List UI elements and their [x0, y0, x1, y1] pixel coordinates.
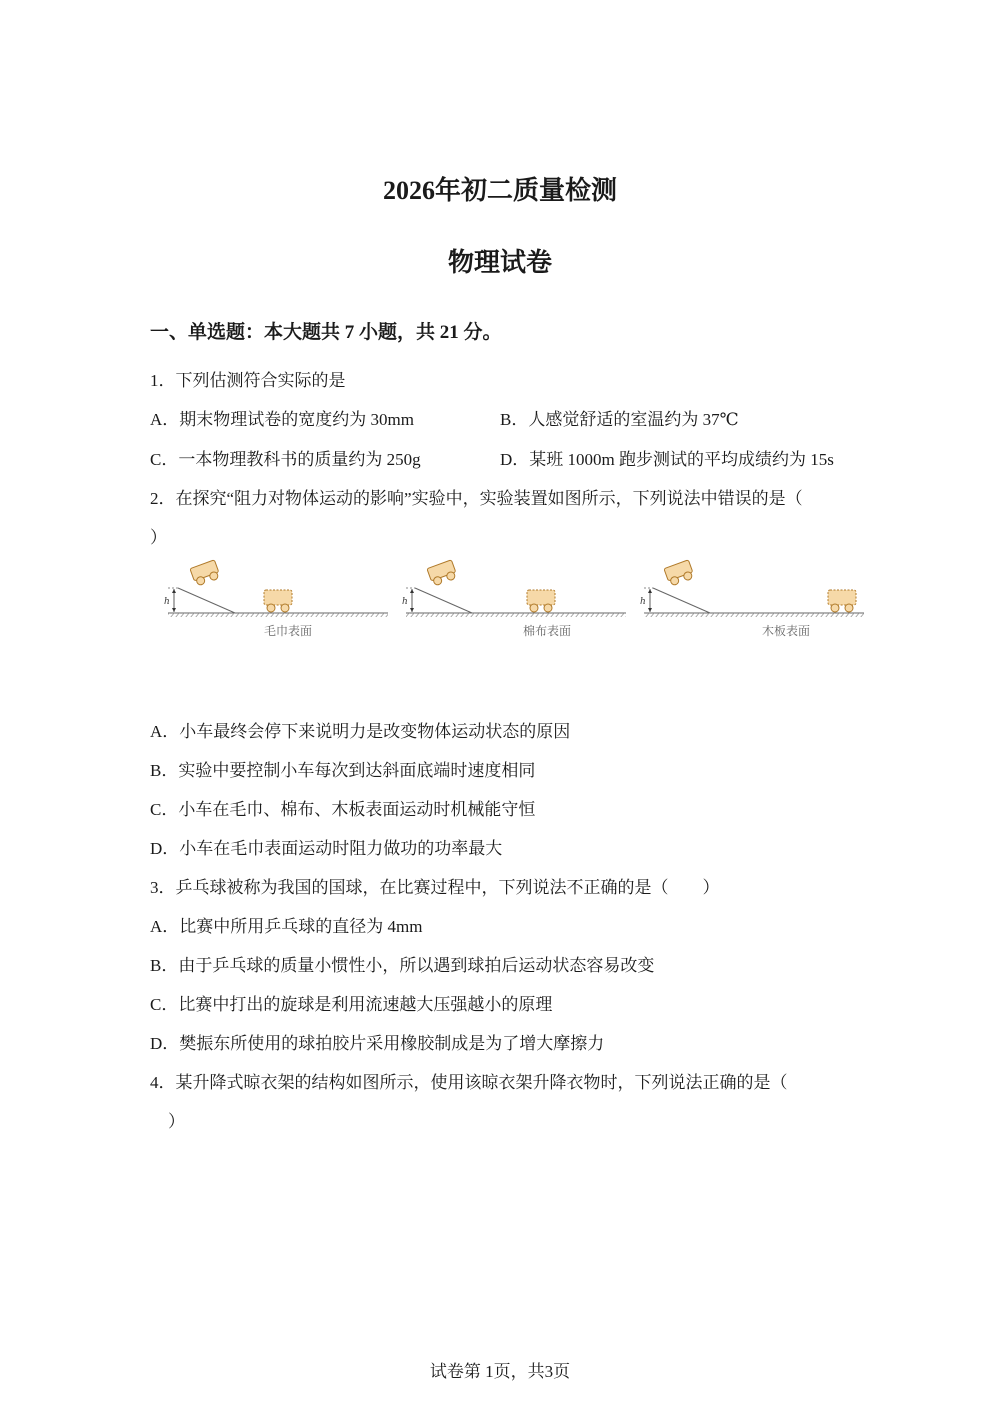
- panel-towel: [164, 560, 388, 638]
- question-2-option-c: C．小车在毛巾、棉布、木板表面运动时机械能守恒: [150, 800, 536, 819]
- question-1-option-d: D．某班 1000m 跑步测试的平均成绩约为 15s: [500, 450, 834, 469]
- panel-cotton: [402, 560, 626, 638]
- question-1-option-c: C．一本物理教科书的质量约为 250g: [150, 450, 421, 469]
- question-3-option-b: B．由于乒乓球的质量小惯性小，所以遇到球拍后运动状态容易改变: [150, 956, 655, 975]
- question-1-option-b: B．人感觉舒适的室温约为 37℃: [500, 410, 739, 429]
- height-label: h: [640, 597, 646, 607]
- question-3-stem: 3．乒乓球被称为我国的国球，在比赛过程中，下列说法不正确的是（ ）: [150, 878, 720, 897]
- question-2-figure: [160, 558, 870, 648]
- cart-on-slope: [427, 560, 458, 587]
- section-heading: 一、单选题：本大题共 7 小题，共 21 分。: [150, 322, 502, 343]
- question-1-stem: 1．下列估测符合实际的是: [150, 371, 346, 390]
- cart-final-position: [264, 590, 292, 612]
- cart-on-slope: [190, 560, 221, 587]
- panel-caption-cotton: 棉布表面: [522, 624, 572, 638]
- exam-subtitle: 物理试卷: [447, 248, 552, 277]
- question-4-stem-cont: ）: [168, 1112, 185, 1131]
- panel-caption-wood: 木板表面: [761, 624, 811, 638]
- cart-on-slope: [664, 560, 695, 587]
- question-3-option-d: D．樊振东所使用的球拍胶片采用橡胶制成是为了增大摩擦力: [150, 1034, 605, 1053]
- question-2-option-b: B．实验中要控制小车每次到达斜面底端时速度相同: [150, 761, 536, 780]
- exam-title: 2026年初二质量检测: [382, 176, 617, 205]
- page-footer: 试卷第 1页，共3页: [429, 1362, 571, 1381]
- question-4-stem: 4．某升降式晾衣架的结构如图所示，使用该晾衣架升降衣物时，下列说法正确的是（: [150, 1073, 788, 1092]
- incline-experiment-figure: [160, 558, 870, 648]
- question-2-option-d: D．小车在毛巾表面运动时阻力做功的功率最大: [150, 839, 503, 858]
- height-label: h: [402, 597, 408, 607]
- question-2-stem: 2．在探究“阻力对物体运动的影响”实验中，实验装置如图所示，下列说法中错误的是（: [150, 489, 803, 508]
- height-label: h: [164, 597, 170, 607]
- question-3-option-a: A．比赛中所用乒乓球的直径为 4mm: [150, 917, 423, 936]
- panel-caption-towel: 毛巾表面: [263, 624, 313, 638]
- cart-final-position: [828, 590, 856, 612]
- question-3-option-c: C．比赛中打出的旋球是利用流速越大压强越小的原理: [150, 995, 553, 1014]
- question-1-option-a: A．期末物理试卷的宽度约为 30mm: [150, 410, 414, 429]
- cart-final-position: [527, 590, 555, 612]
- question-2-stem-cont: ）: [150, 528, 167, 547]
- panel-wood: [640, 560, 864, 638]
- question-2-option-a: A．小车最终会停下来说明力是改变物体运动状态的原因: [150, 722, 571, 741]
